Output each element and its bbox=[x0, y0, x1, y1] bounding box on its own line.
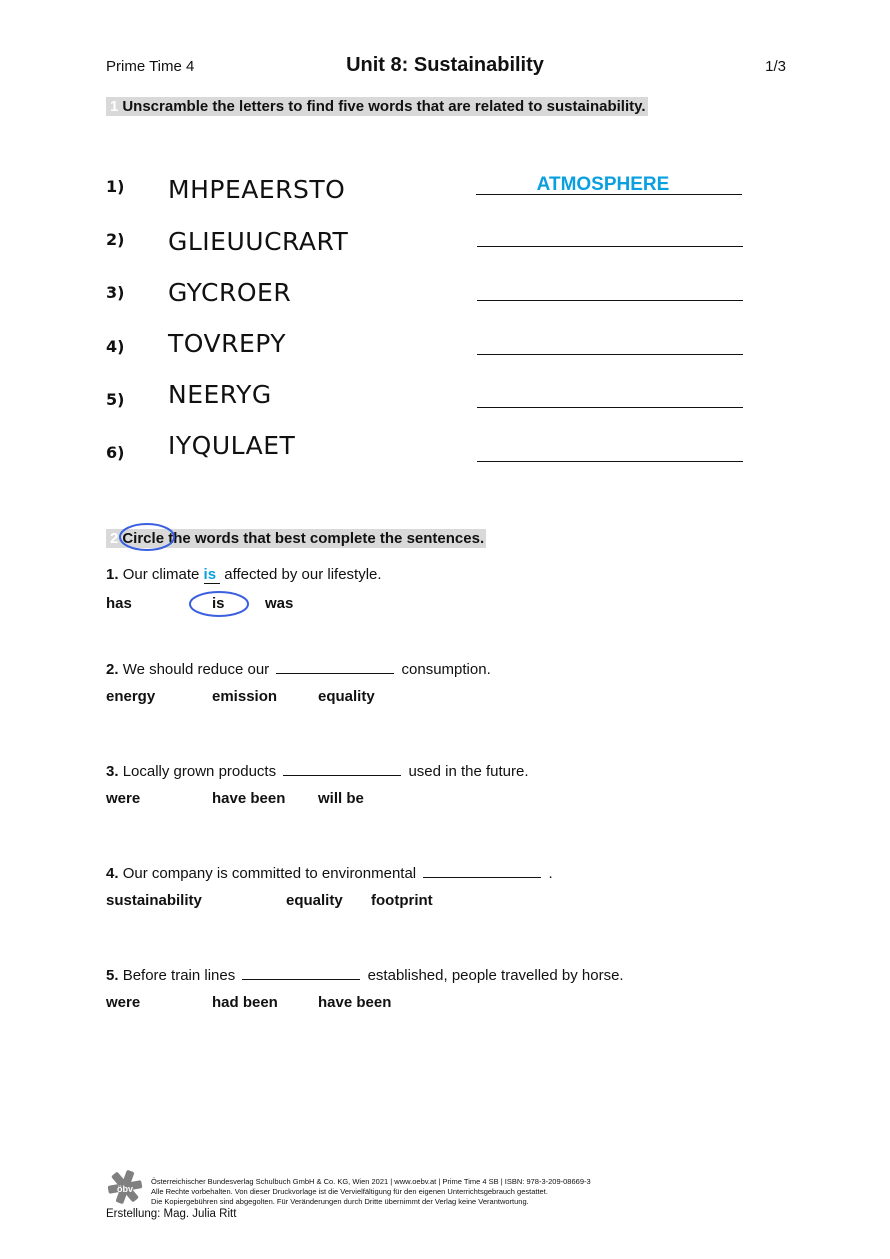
sentence-3-after: used in the future. bbox=[408, 763, 529, 780]
scramble-item-number: 3) bbox=[106, 283, 125, 302]
scramble-word: GYCROER bbox=[168, 278, 292, 307]
scramble-word: GLIEUUCRART bbox=[168, 227, 349, 256]
sentence-4-after: . bbox=[548, 865, 553, 882]
scramble-item-number: 2) bbox=[106, 230, 125, 249]
scramble-word: IYQULAET bbox=[168, 431, 296, 460]
sentence-3-before: Locally grown products bbox=[122, 763, 277, 780]
footer-line-3: Die Kopiergebühren sind abgegolten. Für Veränderungen durch Dritte übernimmt der Verlag keine Verantwortung. bbox=[151, 1197, 529, 1206]
sentence-5-blank[interactable] bbox=[242, 965, 360, 980]
option-5c[interactable]: have been bbox=[318, 994, 392, 1011]
selected-option-circle bbox=[187, 589, 251, 619]
scramble-item-number: 1) bbox=[106, 177, 125, 196]
sentence-5: 5. Before train lines established, people travelled by horse. bbox=[106, 967, 624, 984]
answer-line bbox=[477, 354, 743, 355]
option-3b[interactable]: have been bbox=[212, 790, 286, 807]
answer-line bbox=[477, 407, 743, 408]
sentence-3: 3. Locally grown products used in the future. bbox=[106, 763, 529, 780]
task1-number: 1 bbox=[110, 98, 119, 115]
option-5b[interactable]: had been bbox=[212, 994, 278, 1011]
sentence-4-before: Our company is committed to environmental bbox=[122, 865, 417, 882]
page-title: Unit 8: Sustainability bbox=[346, 54, 544, 76]
header-book-title: Prime Time 4 bbox=[106, 58, 195, 75]
option-3c[interactable]: will be bbox=[318, 790, 364, 807]
scramble-item-number: 5) bbox=[106, 390, 125, 409]
scramble-item-number: 6) bbox=[106, 443, 125, 462]
page-number: 1/3 bbox=[765, 58, 786, 75]
sentence-1-answer[interactable]: is bbox=[204, 566, 221, 584]
sentence-2: 2. We should reduce our consumption. bbox=[106, 661, 491, 678]
scramble-word: NEERYG bbox=[168, 380, 272, 409]
option-3a[interactable]: were bbox=[106, 790, 141, 807]
sentence-5-before: Before train lines bbox=[122, 967, 236, 984]
sentence-2-after: consumption. bbox=[401, 661, 491, 678]
option-1a[interactable]: has bbox=[106, 595, 132, 612]
scramble-answer[interactable]: ATMOSPHERE bbox=[536, 174, 670, 195]
footer-legal bbox=[151, 1177, 591, 1207]
option-2c[interactable]: equality bbox=[318, 688, 375, 705]
answer-line bbox=[476, 194, 742, 195]
logo-text: öbv bbox=[116, 1184, 134, 1194]
scramble-word: TOVREPY bbox=[168, 329, 287, 358]
sentence-1-after: affected by our lifestyle. bbox=[224, 566, 382, 583]
answer-line bbox=[477, 461, 743, 462]
sentence-1-before: Our climate bbox=[122, 566, 200, 583]
task1-instruction bbox=[106, 97, 648, 116]
sentence-5-after: established, people travelled by horse. bbox=[367, 967, 624, 984]
scramble-item-number: 4) bbox=[106, 337, 125, 356]
task1-instruction-text: Unscramble the letters to find five words that are related to sustainability. bbox=[122, 98, 646, 115]
task2-number: 2 bbox=[110, 530, 119, 547]
sentence-2-blank[interactable] bbox=[276, 659, 394, 674]
answer-line bbox=[477, 246, 743, 247]
sentence-4: 4. Our company is committed to environmental . bbox=[106, 865, 553, 882]
footer-author: Erstellung: Mag. Julia Ritt bbox=[106, 1208, 237, 1220]
sentence-3-blank[interactable] bbox=[283, 761, 401, 776]
answer-line bbox=[477, 300, 743, 301]
task2-instruction-text: Circle the words that best complete the sentences. bbox=[122, 530, 485, 547]
option-4b[interactable]: equality bbox=[286, 892, 343, 909]
option-4c[interactable]: footprint bbox=[371, 892, 433, 909]
footer-line-2: Alle Rechte vorbehalten. Von dieser Druckvorlage ist die Vervielfältigung für den eigenen Unterrichtsgebrauch gestattet. bbox=[151, 1187, 548, 1196]
sentence-1: 1. Our climate is affected by our lifestyle. bbox=[106, 566, 382, 583]
option-5a[interactable]: were bbox=[106, 994, 141, 1011]
footer-line-1: Österreichischer Bundesverlag Schulbuch GmbH & Co. KG, Wien 2021 | www.oebv.at | Prime Time 4 SB | ISBN: 978-3-209-08669-3 bbox=[151, 1177, 591, 1186]
oebv-logo-icon bbox=[106, 1168, 144, 1206]
option-4a[interactable]: sustainability bbox=[106, 892, 202, 909]
sentence-4-blank[interactable] bbox=[423, 863, 541, 878]
option-1b[interactable]: is bbox=[212, 595, 225, 612]
option-2b[interactable]: emission bbox=[212, 688, 278, 705]
option-2a[interactable]: energy bbox=[106, 688, 156, 705]
circle-annotation bbox=[117, 520, 177, 554]
scramble-word: MHPEAERSTO bbox=[168, 175, 346, 204]
sentence-2-before: We should reduce our bbox=[122, 661, 270, 678]
option-1c[interactable]: was bbox=[265, 595, 294, 612]
